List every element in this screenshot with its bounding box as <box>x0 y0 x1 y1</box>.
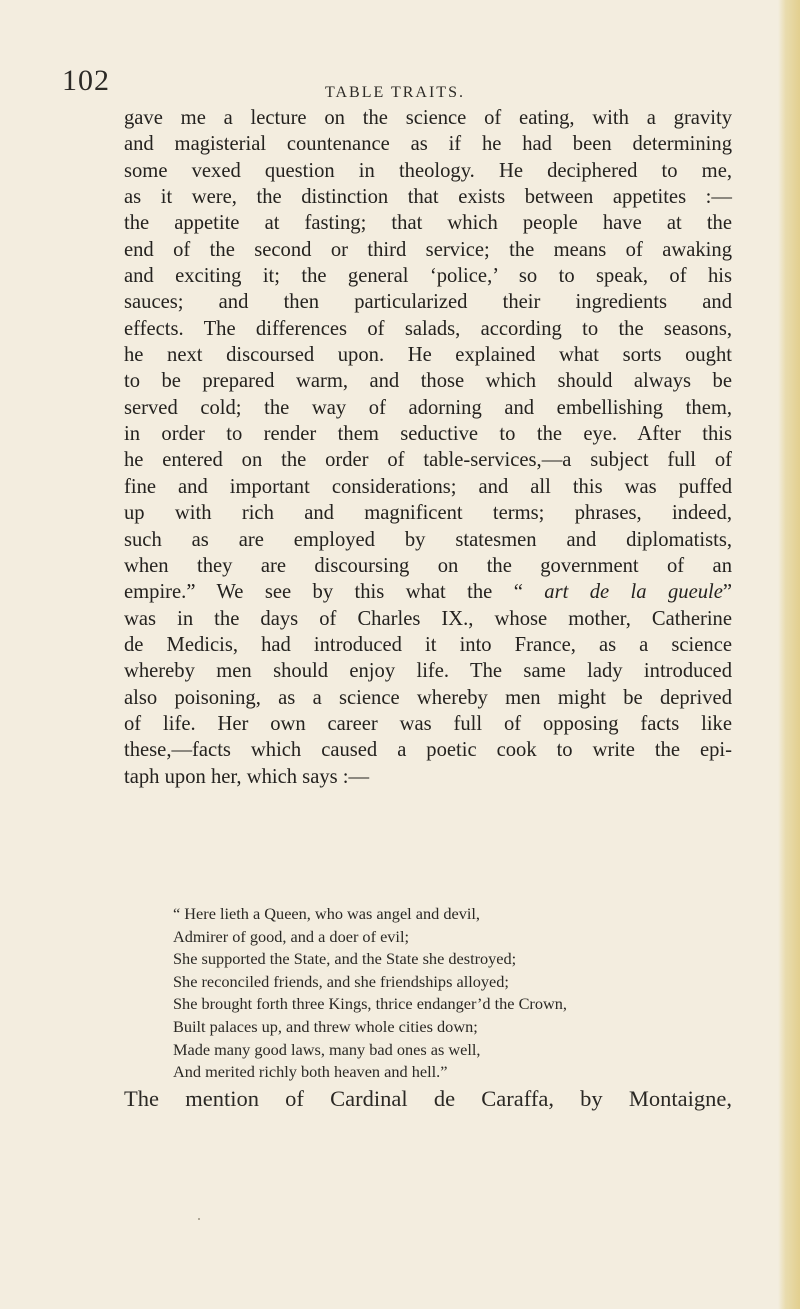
text-line: end of the second or third service; the means of awaking <box>124 238 732 261</box>
text-line: and exciting it; the general ‘police,’ so to speak, of his <box>124 265 732 288</box>
verse-line: She brought forth three Kings, thrice endanger’d the Crown, <box>173 994 567 1014</box>
text-line: some vexed question in theology. He deciphered to me, <box>124 159 732 182</box>
text-line: up with rich and magnificent terms; phrases, indeed, <box>124 502 732 525</box>
text-line: de Medicis, had introduced it into France, as a science <box>124 633 732 656</box>
closing-line: The mention of Cardinal de Caraffa, by Montaigne, <box>124 1086 732 1111</box>
verse-line: Admirer of good, and a doer of evil; <box>173 926 410 946</box>
epitaph-verse <box>173 903 713 1084</box>
verse-line: She supported the State, and the State she destroyed; <box>173 949 517 969</box>
verse-line: And merited richly both heaven and hell.” <box>173 1062 448 1082</box>
text-line: in order to render them seductive to the eye. After this <box>124 423 732 446</box>
text-line: sauces; and then particularized their ingredients and <box>124 291 732 314</box>
text-line: he next discoursed upon. He explained what sorts ought <box>124 344 732 367</box>
text-line: the appetite at fasting; that which people have at the <box>124 212 732 235</box>
text-line: served cold; the way of adorning and embellishing them, <box>124 396 732 419</box>
text-line-with-italic <box>124 579 732 605</box>
verse-line: She reconciled friends, and she friendships alloyed; <box>173 971 509 991</box>
text-line: such as are employed by statesmen and diplomatists, <box>124 528 732 551</box>
text-line: whereby men should enjoy life. The same lady introduced <box>124 660 732 683</box>
italic-phrase-close-quote: ” <box>722 581 733 604</box>
text-line: gave me a lecture on the science of eating, with a gravity <box>124 107 732 129</box>
text-line: to be prepared warm, and those which should always be <box>124 370 732 393</box>
italic-phrase: art de la gueule <box>544 581 723 604</box>
running-head: TABLE TRAITS. <box>325 84 465 101</box>
body-paragraph <box>124 105 732 790</box>
text-line-start: empire.” We see by this what the “ <box>124 581 545 604</box>
text-line: effects. The differences of salads, according to the seasons, <box>124 317 732 340</box>
verse-line: Built palaces up, and threw whole cities down; <box>173 1016 478 1036</box>
page-header <box>0 64 800 104</box>
text-line: taph upon her, which says :— <box>124 765 370 788</box>
text-line: as it were, the distinction that exists between appetites :— <box>124 186 732 209</box>
page-number: 102 <box>62 64 110 97</box>
text-line: of life. Her own career was full of opposing facts like <box>124 712 732 735</box>
page-edge-shading <box>778 0 800 1309</box>
text-line: and magisterial countenance as if he had been determining <box>124 133 732 156</box>
ink-speck <box>198 1218 200 1220</box>
verse-line: Made many good laws, many bad ones as well, <box>173 1039 481 1059</box>
text-line: was in the days of Charles IX., whose mother, Catherine <box>124 607 732 630</box>
text-line: fine and important considerations; and all this was puffed <box>124 475 732 498</box>
text-line: these,—facts which caused a poetic cook to write the epi- <box>124 739 732 762</box>
text-line: he entered on the order of table-services,—a subject full of <box>124 449 732 472</box>
verse-line: “ Here lieth a Queen, who was angel and devil, <box>173 904 480 923</box>
text-line: when they are discoursing on the government of an <box>124 554 732 577</box>
text-line: also poisoning, as a science whereby men might be deprived <box>124 686 732 709</box>
